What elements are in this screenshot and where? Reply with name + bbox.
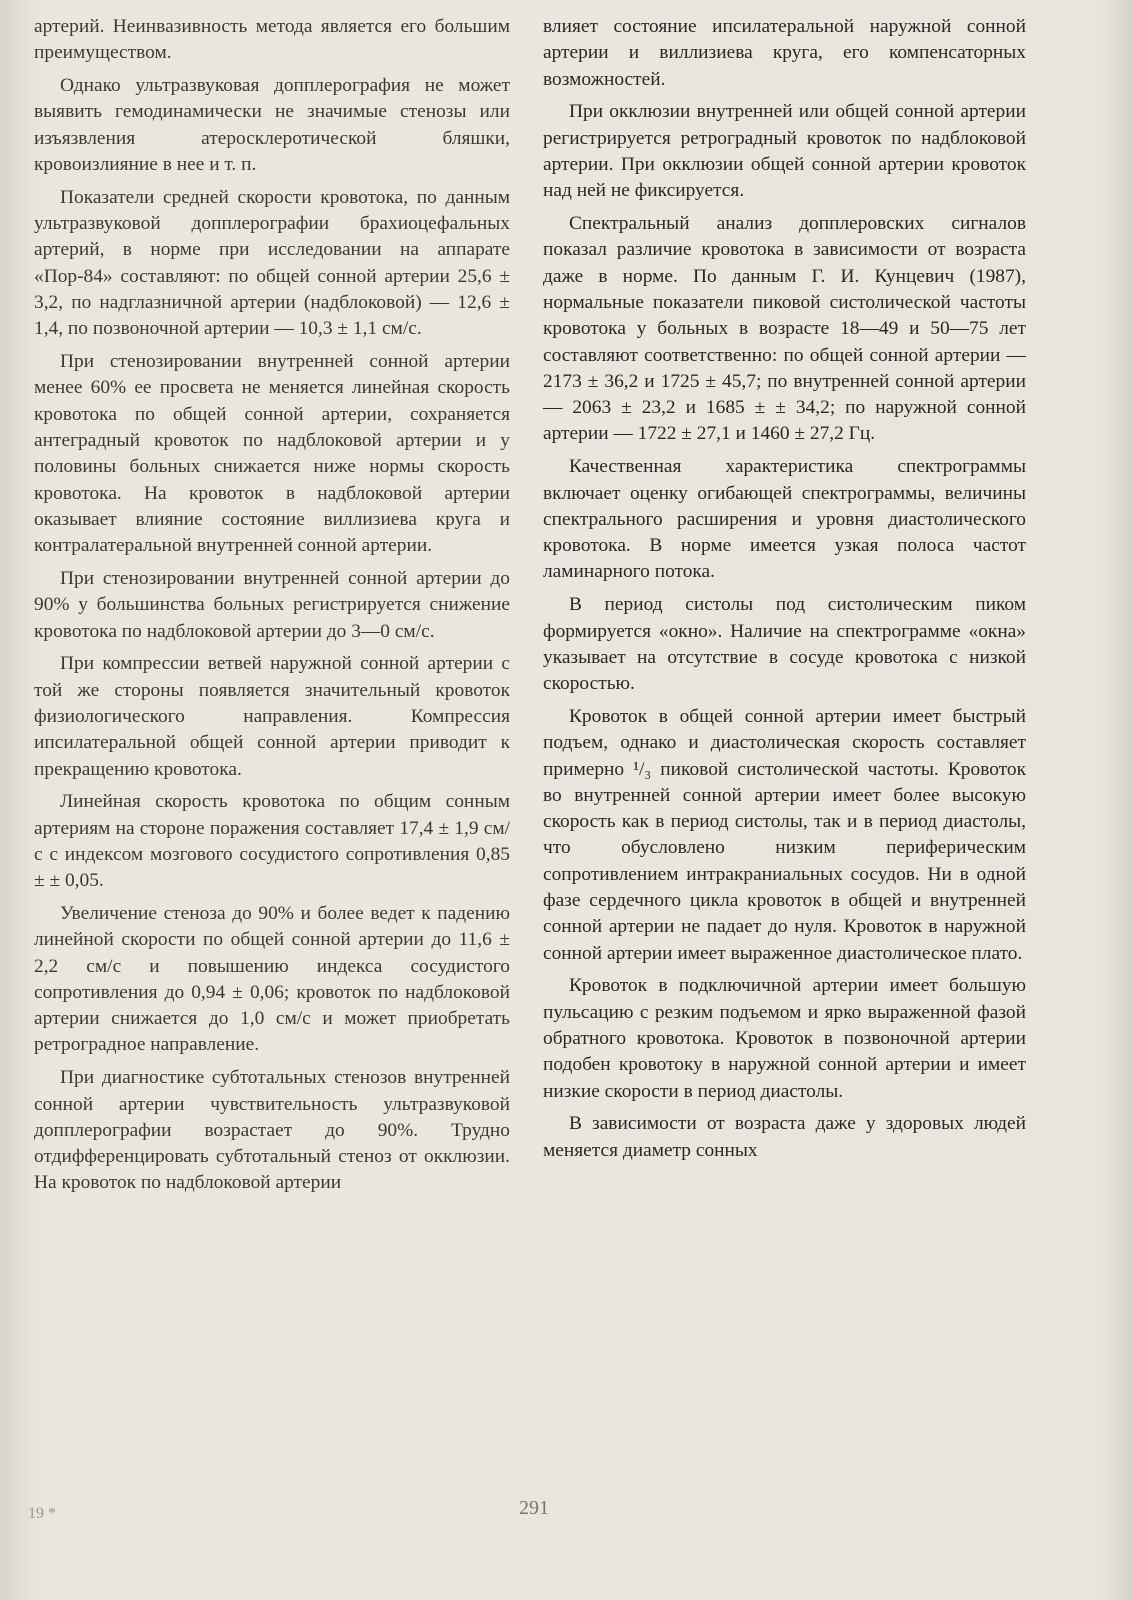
paragraph: Кровоток в подключичной артерии имеет большую пульсацию с резким подъемом и ярко выраженной фазой обратного кровотока. Кровоток в позвоночной артерии подобен кровотоку в наружной сонной артерии и имеет низкие скорости в период диастолы. [543, 975, 1026, 1102]
paragraph: влияет состояние ипсилатеральной наружной сонной артерии и виллизиева круга, его компенсаторных возможностей. [543, 16, 1026, 90]
paragraph: Кровоток в общей сонной артерии имеет быстрый подъем, однако и диастолическая скорость составляет примерно ¹/₃ пиковой систолической частоты. Кровоток во внутренней сонной артерии имеет более высокую скорость как в период систолы, так и в период диастолы, что обусловлено низким периферическим сопротивлением интракраниальных сосудов. Ни в одной фазе сердечного цикла кровоток в общей и внутренней сонной артерии не падает до нуля. Кровоток в наружной сонной артерии имеет выраженное диастолическое плато. [543, 705, 1026, 964]
paragraph: артерий. Неинвазивность метода является его большим преимуществом. [34, 16, 510, 64]
paragraph: При окклюзии внутренней или общей сонной артерии регистрируется ретроградный кровоток по надблоковой артерии. При окклюзии общей сонной артерии кровоток над ней не фиксируется. [543, 101, 1026, 202]
paragraph: В зависимости от возраста даже у здоровых людей меняется диаметр сонных [543, 1113, 1026, 1161]
paragraph: Показатели средней скорости кровотока, по данным ультразвуковой допплерографии брахиоцефальных артерий, в норме при исследовании на аппарате «Пор-84» составляют: по общей сонной артерии 25,6 ± 3,2, по надглазничной артерии (надблоковой) — 12,6 ± 1,4, по позвоночной артерии — 10,3 ± 1,1 см/с. [34, 186, 510, 340]
paragraph: Увеличение стеноза до 90% и более ведет к падению линейной скорости по общей сонной артерии до 11,6 ± 2,2 см/с и повышению индекса сосудистого сопротивления до 0,94 ± 0,06; кровоток по надблоковой артерии снижается до 1,0 см/с и может приобретать ретроградное направление. [34, 903, 510, 1056]
paragraph: При компрессии ветвей наружной сонной артерии с той же стороны появляется значительный кровоток физиологического направления. Компрессия ипсилатеральной общей сонной артерии приводит к прекращению кровотока. [34, 653, 510, 780]
paragraph: В период систолы под систолическим пиком формируется «окно». Наличие на спектрограмме «окна» указывает на отсутствие в сосуде кровотока с низкой скоростью. [543, 594, 1026, 695]
left-text-column [34, 14, 510, 1197]
paragraph: При стенозировании внутренней сонной артерии до 90% у большинства больных регистрируется снижение кровотока по надблоковой артерии до 3—0 см/с. [34, 567, 510, 642]
paragraph: Спектральный анализ допплеровских сигналов показал различие кровотока в зависимости от возраста даже в норме. По данным Г. И. Кунцевич (1987), нормальные показатели пиковой систолической частоты кровотока у больных в возрасте 18—49 и 50—75 лет составляют соответственно: по общей сонной артерии — 2173 ± 36,2 и 1725 ± 45,7; по внутренней сонной артерии — 2063 ± 23,2 и 1685 ± ± 34,2; по наружной сонной артерии — 1722 ± 27,1 и 1460 ± 27,2 Гц. [543, 213, 1026, 445]
paragraph: При диагностике субтотальных стенозов внутренней сонной артерии чувствительность ультразвуковой допплерографии возрастает до 90%. Трудно отдифференцировать субтотальный стеноз от окклюзии. На кровоток по надблоковой артерии [34, 1067, 510, 1194]
page-number: 291 [519, 1497, 549, 1519]
paragraph: При стенозировании внутренней сонной артерии менее 60% ее просвета не меняется линейная скорость кровотока по общей сонной артерии, сохраняется антеградный кровоток по надблоковой артерии и у половины больных снижается ниже нормы скорость кровотока. На кровоток в надблоковой артерии оказывает влияние состояние виллизиева круга и контралатеральной внутренней сонной артерии. [34, 351, 510, 557]
paragraph: Линейная скорость кровотока по общим сонным артериям на стороне поражения составляет 17,4 ± 1,9 см/с с индексом мозгового сосудистого сопротивления 0,85 ± ± 0,05. [34, 791, 510, 892]
signature-mark: 19 * [28, 1505, 56, 1522]
right-text-column [543, 14, 1026, 1164]
paragraph: Однако ультразвуковая допплерография не может выявить гемодинамически не значимые стенозы или изъязвления атеросклеротической бляшки, кровоизлияние в нее и т. п. [34, 75, 510, 175]
paragraph: Качественная характеристика спектрограммы включает оценку огибающей спектрограммы, величины спектрального расширения и уровня диастолического кровотока. В норме имеется узкая полоса частот ламинарного потока. [543, 456, 1026, 583]
